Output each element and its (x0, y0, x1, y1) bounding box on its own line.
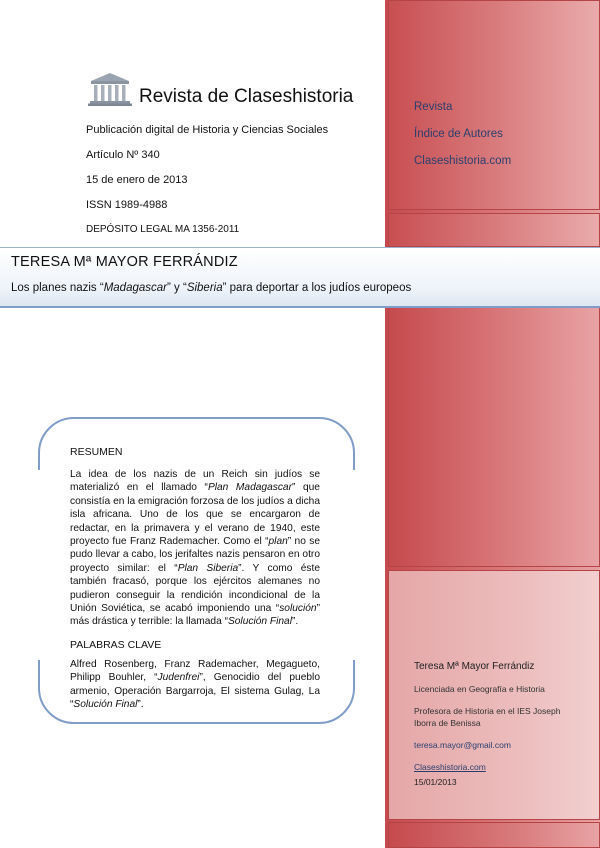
author-degree: Licenciada en Geografía e Historia (414, 684, 545, 694)
nav-link-revista[interactable]: Revista (414, 101, 453, 113)
author-position: Profesora de Historia en el IES Joseph Iborra de Benissa (414, 706, 561, 728)
journal-brand: Revista de Claseshistoria (139, 86, 354, 107)
author-heading: TERESA Mª MAYOR FERRÁNDIZ (11, 254, 238, 270)
abstract-text: La idea de los nazis de un Reich sin judíos se materializó en el llamado “Plan Madagascar” que consistía en la emigración forzosa de los judíos a dicha isla africana. Uno de los que se encargaron de redactar, en la primavera y el verano de 1940, este proyecto fue Franz Rademacher. Como el “plan” no se pudo llevar a cabo, los jerifaltes nazis pensaron en otro proyecto similar: el “Plan Siberia”. Y como éste también fracasó, porque los ejércitos alemanes no pudieron conseguir la rendición incondicional de la Unión Soviética, se acabó imponiendo una “solución” más drástica y terrible: la llamada “Solución Final”. (70, 469, 320, 628)
abstract-heading: RESUMEN (70, 446, 123, 458)
abstract-frame-gap-left (30, 470, 50, 660)
author-date: 15/01/2013 (414, 777, 457, 787)
author-email[interactable]: teresa.mayor@gmail.com (414, 740, 511, 750)
author-site-link[interactable]: Claseshistoria.com (414, 762, 486, 772)
legal-deposit: DEPÓSITO LEGAL MA 1356-2011 (86, 224, 240, 235)
journal-subtitle: Publicación digital de Historia y Ciencias Sociales (86, 124, 329, 136)
article-number: Artículo Nº 340 (86, 149, 160, 161)
keywords-text: Alfred Rosenberg, Franz Rademacher, Megagueto, Philipp Bouhler, “Judenfrei”, Genocidio del pueblo armenio, Operación Bargarroja, El sistema Gulag, La “Solución Final”. (70, 659, 320, 711)
author-name: Teresa Mª Mayor Ferrándiz (414, 661, 535, 672)
sidebar-panel-strip (388, 213, 600, 247)
issn: ISSN 1989-4988 (86, 199, 168, 211)
sidebar-panel-bottom (388, 822, 600, 848)
nav-link-authors-index[interactable]: Índice de Autores (414, 128, 503, 140)
nav-link-claseshistoria[interactable]: Claseshistoria.com (414, 155, 512, 167)
sidebar-panel-middle (388, 307, 600, 567)
publication-date: 15 de enero de 2013 (86, 174, 188, 186)
article-title: Los planes nazis “Madagascar” y “Siberia” para deportar a los judíos europeos (11, 282, 412, 294)
abstract-frame-gap-right (344, 470, 364, 660)
keywords-heading: PALABRAS CLAVE (70, 639, 162, 651)
temple-icon (88, 72, 132, 106)
